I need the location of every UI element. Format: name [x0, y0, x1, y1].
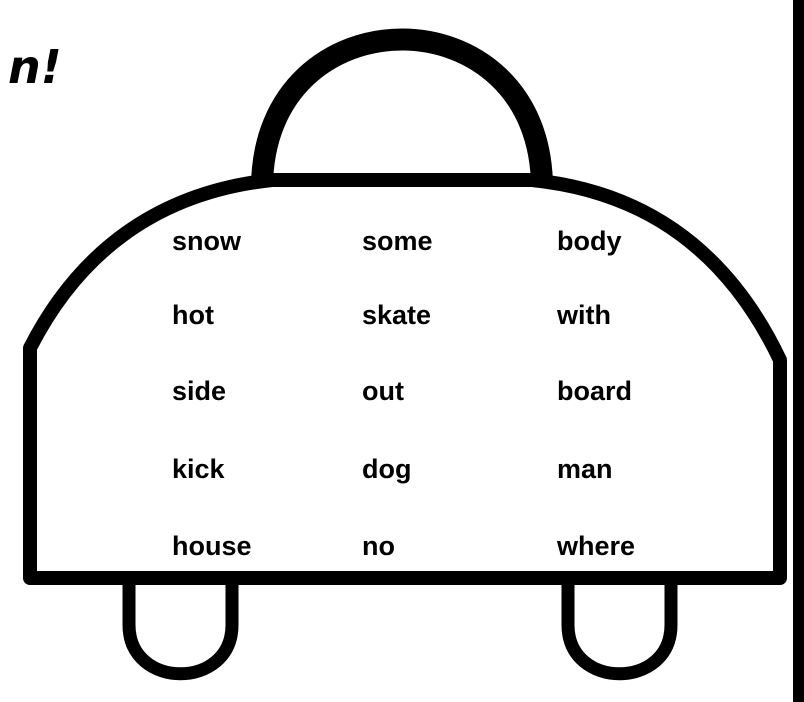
- word-cell: where: [557, 531, 636, 561]
- word-cell: with: [557, 300, 611, 330]
- word-cell: some: [362, 226, 433, 256]
- bag-left-foot: [129, 575, 232, 674]
- page-title: n!: [8, 40, 62, 94]
- right-edge-bar: [793, 0, 804, 702]
- word-cell: snow: [172, 226, 242, 256]
- word-cell: kick: [172, 454, 225, 484]
- word-cell: out: [362, 376, 404, 406]
- word-cell: no: [362, 531, 395, 561]
- word-cell: man: [557, 454, 613, 484]
- word-cell: body: [557, 226, 622, 256]
- bag-handle: [262, 40, 542, 189]
- word-cell: hot: [172, 300, 214, 330]
- word-cell: skate: [362, 300, 432, 330]
- word-cell: board: [557, 376, 633, 406]
- word-cell: side: [172, 376, 227, 406]
- bag-right-foot: [568, 575, 671, 674]
- word-cell: dog: [362, 454, 412, 484]
- word-cell: house: [172, 531, 252, 561]
